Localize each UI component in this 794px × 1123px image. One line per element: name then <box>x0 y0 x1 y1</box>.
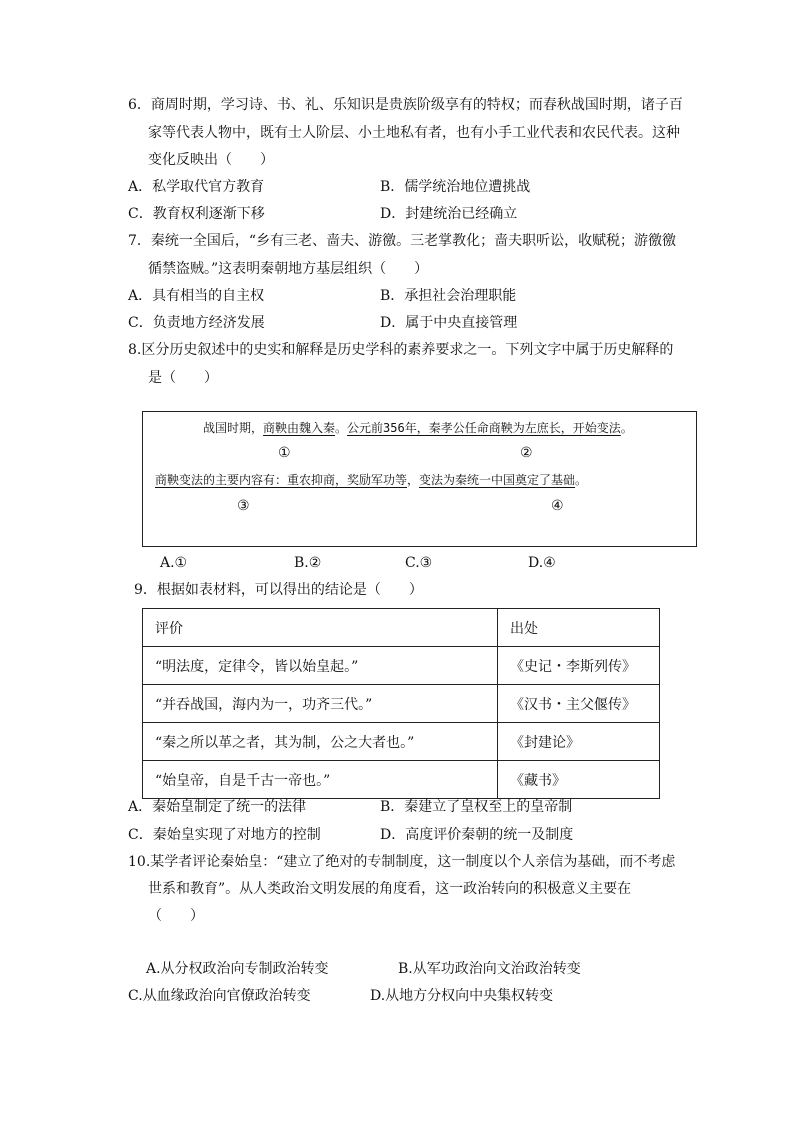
q8-option-c[interactable]: C.③ <box>405 555 433 571</box>
q6-stem-line-3: 变化反映出（ ） <box>148 152 274 168</box>
q10-stem-line-2: 世系和教育”。从人类政治文明发展的角度看，这一政治转向的积极意义主要在 <box>148 881 632 897</box>
table-header-row <box>143 609 660 647</box>
q8-option-b[interactable]: B.② <box>294 555 322 571</box>
q8-box-statement-4: 变法为秦统一中国奠定了基础 <box>419 473 576 487</box>
table-cell-quote: “明法度，定律令，皆以始皇起。” <box>143 647 498 685</box>
q9-option-c[interactable]: C．秦始皇实现了对地方的控制 <box>128 827 321 843</box>
q8-option-d[interactable]: D.④ <box>528 555 556 571</box>
q6-option-b[interactable]: B．儒学统治地位遭挑战 <box>380 179 531 195</box>
q8-box-line-1 <box>203 418 633 438</box>
q7-option-b[interactable]: B．承担社会治理职能 <box>380 288 517 304</box>
table-header-evaluation: 评价 <box>143 609 498 647</box>
q6-option-a[interactable]: A．私学取代官方教育 <box>128 179 265 195</box>
q8-box-mark-4: ④ <box>551 498 564 514</box>
q8-box-punct-2: 。 <box>620 421 633 435</box>
q10-option-a[interactable]: A.从分权政治向专制政治转变 <box>146 961 329 977</box>
table-cell-source: 《藏书》 <box>498 761 660 799</box>
q6-option-d[interactable]: D．封建统治已经确立 <box>380 206 518 222</box>
q7-option-a[interactable]: A．具有相当的自主权 <box>128 288 265 304</box>
table-row <box>143 647 660 685</box>
q8-box-line-2 <box>155 470 587 490</box>
q6-stem-line-1: 6．商周时期，学习诗、书、礼、乐知识是贵族阶级享有的特权；而春秋战国时期，诸子百 <box>128 97 683 113</box>
table-cell-source: 《汉书・主父偃传》 <box>498 685 660 723</box>
q8-material-box <box>142 411 697 547</box>
table-header-source: 出处 <box>498 609 660 647</box>
q8-stem-line-1: 8.区分历史叙述中的史实和解释是历史学科的素养要求之一。下列文字中属于历史解释的 <box>128 342 674 358</box>
q8-option-a[interactable]: A.① <box>160 555 188 571</box>
table-row <box>143 761 660 799</box>
q10-option-c[interactable]: C.从血缘政治向官僚政治转变 <box>128 988 311 1004</box>
q10-stem-line-3: （ ） <box>148 908 204 924</box>
q8-box-punct-4: 。 <box>575 473 588 487</box>
table-cell-source: 《封建论》 <box>498 723 660 761</box>
q10-option-b[interactable]: B.从军功政治向文治政治转变 <box>398 961 581 977</box>
q6-stem-line-2: 家等代表人物中，既有士人阶层、小土地私有者，也有小手工业代表和农民代表。这种 <box>148 125 680 141</box>
q7-option-d[interactable]: D．属于中央直接管理 <box>380 315 518 331</box>
q8-box-statement-3: 商鞅变法的主要内容有：重农抑商，奖励军功等 <box>155 473 408 487</box>
q10-stem-line-1: 10.某学者评论秦始皇：“建立了绝对的专制制度，这一制度以个人亲信为基础，而不考虑 <box>128 854 676 870</box>
q9-option-d[interactable]: D．高度评价秦朝的统一及制度 <box>380 827 574 843</box>
q8-box-mark-3: ③ <box>237 498 250 514</box>
q10-option-d[interactable]: D.从地方分权向中央集权转变 <box>370 988 554 1004</box>
q9-stem: 9．根据如表材料，可以得出的结论是（ ） <box>134 582 423 598</box>
q8-box-mark-2: ② <box>520 445 533 461</box>
q8-box-statement-1: 商鞅由魏入秦 <box>263 421 336 435</box>
table-cell-quote: “并吞战国，海内为一，功齐三代。” <box>143 685 498 723</box>
table-cell-source: 《史记・李斯列传》 <box>498 647 660 685</box>
q8-box-prefix: 战国时期， <box>203 421 264 435</box>
q7-stem-line-1: 7．秦统一全国后，“乡有三老、啬夫、游徼。三老掌教化；啬夫职听讼，收赋税；游徼徼 <box>128 233 677 249</box>
q8-box-punct-3: ， <box>407 473 420 487</box>
q9-source-table <box>142 608 660 799</box>
q8-box-mark-1: ① <box>278 445 291 461</box>
q9-option-b[interactable]: B．秦建立了皇权至上的皇帝制 <box>380 799 573 815</box>
table-row <box>143 723 660 761</box>
q9-option-a[interactable]: A．秦始皇制定了统一的法律 <box>128 799 307 815</box>
table-row <box>143 685 660 723</box>
q7-stem-line-2: 循禁盗贼。”这表明秦朝地方基层组织（ ） <box>148 261 429 277</box>
q7-option-c[interactable]: C．负责地方经济发展 <box>128 315 265 331</box>
table-cell-quote: “始皇帝，自是千古一帝也。” <box>143 761 498 799</box>
table-cell-quote: “秦之所以革之者，其为制，公之大者也。” <box>143 723 498 761</box>
q6-option-c[interactable]: C．教育权利逐渐下移 <box>128 206 265 222</box>
q8-box-statement-2: 公元前356年，秦孝公任命商鞅为左庶长，开始变法 <box>347 421 621 435</box>
q8-stem-line-2: 是（ ） <box>148 370 218 386</box>
q8-box-punct-1: 。 <box>335 421 348 435</box>
